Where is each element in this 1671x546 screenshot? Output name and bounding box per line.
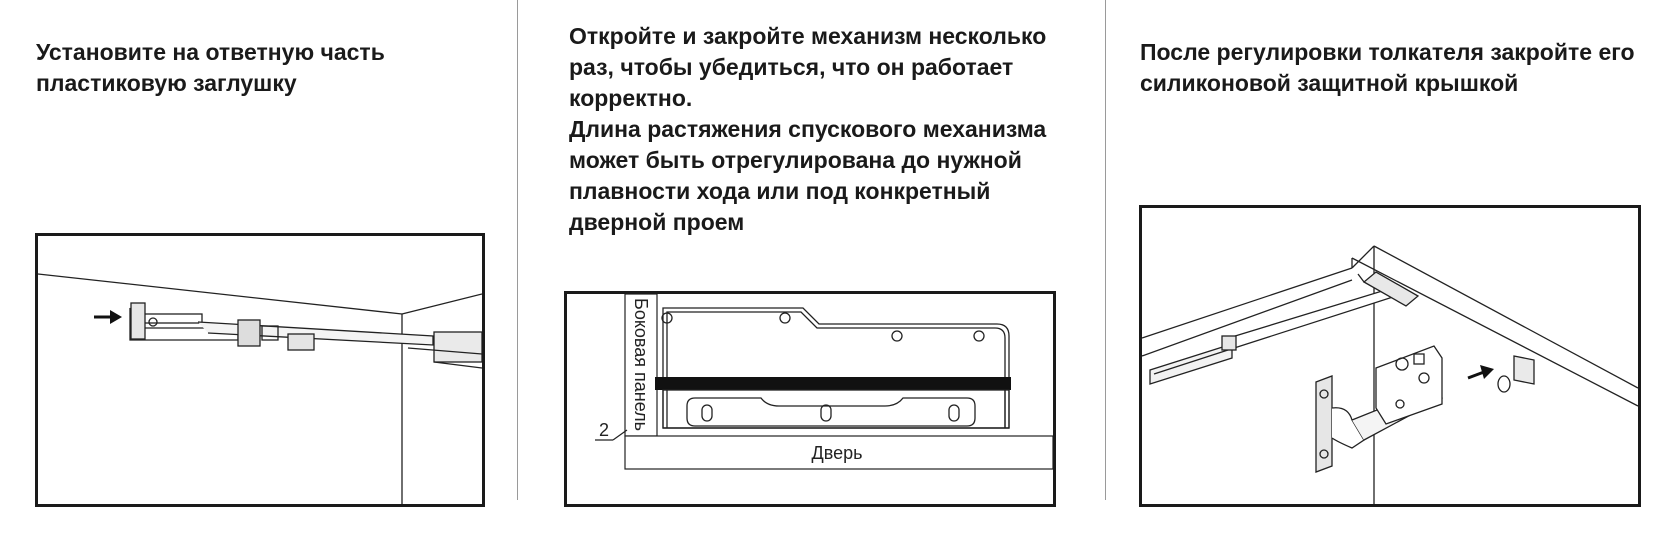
- column-divider-2: [1105, 0, 1106, 500]
- gap-value: 2: [599, 420, 610, 440]
- gap-callout: [595, 420, 627, 440]
- step-2-caption: [569, 21, 1069, 238]
- cabinet-top-edge: [38, 274, 402, 314]
- step-2-illustration: [564, 291, 1056, 507]
- direction-arrow-icon: [1468, 365, 1494, 379]
- door-label: Дверь: [811, 443, 863, 463]
- stay-arm: [1150, 344, 1232, 384]
- front-rail: [655, 377, 1011, 390]
- step-2-drawing: [567, 294, 1053, 504]
- hinge-arm: [1376, 346, 1442, 424]
- step-2-paragraph-2: Длина растяжения спускового механизма может быть отрегулирована до нужной плавности хода или под конкретный дверной проем: [569, 116, 1047, 235]
- silicone-cap: [1498, 376, 1510, 392]
- step-3-text: После регулировки толкателя закройте его силиконовой защитной крышкой: [1140, 39, 1635, 96]
- step-3-drawing: [1142, 208, 1638, 504]
- side-panel-label: Боковая панель: [631, 298, 651, 432]
- step-1-drawing: [38, 236, 482, 504]
- step-2-paragraph-1: Откройте и закройте механизм несколько раз, чтобы убедиться, что он работает корректно.: [569, 23, 1047, 111]
- direction-arrow-icon: [94, 310, 122, 324]
- step-3-caption: [1140, 37, 1640, 99]
- end-cap: [131, 303, 145, 339]
- step-1-text: Установите на ответную часть пластиковую заглушку: [36, 39, 385, 96]
- step-3-illustration: [1139, 205, 1641, 507]
- column-divider-1: [517, 0, 518, 500]
- step-1-caption: [36, 37, 476, 99]
- lid-edge: [1142, 268, 1352, 338]
- step-1-illustration: [35, 233, 485, 507]
